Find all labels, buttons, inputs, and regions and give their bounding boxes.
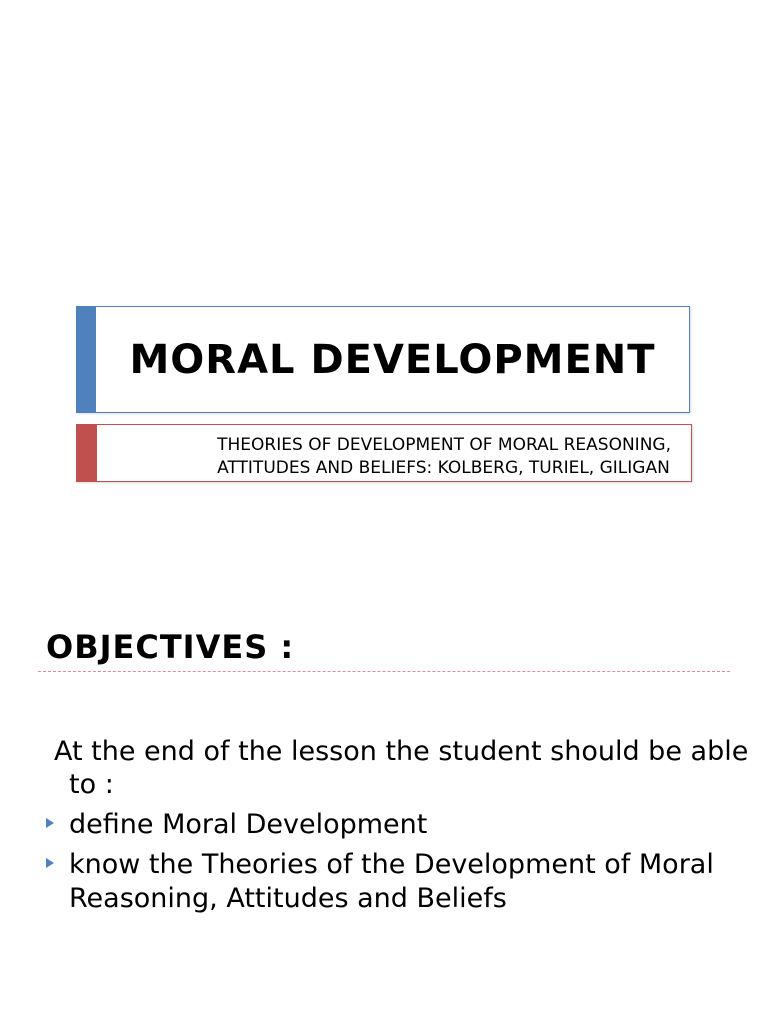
list-item-text: know the Theories of the Development of Moral Reasoning, Attitudes and Beliefs [69, 849, 714, 914]
objectives-list [46, 808, 736, 922]
subtitle-box [76, 424, 692, 482]
objectives-heading: OBJECTIVES : [46, 628, 295, 666]
page-title: MORAL DEVELOPMENT [129, 336, 656, 383]
triangle-bullet-icon [46, 818, 54, 828]
title-accent-bar [77, 307, 96, 412]
list-item-text: define Moral Development [69, 809, 428, 840]
subtitle-accent-bar [77, 425, 97, 481]
triangle-bullet-icon [46, 858, 54, 868]
list-item [46, 848, 736, 916]
section-divider [38, 671, 730, 672]
subtitle [217, 434, 671, 480]
subtitle-line-1: THEORIES OF DEVELOPMENT OF MORAL REASONING, [217, 435, 671, 455]
title-box [76, 306, 690, 413]
objectives-intro: At the end of the lesson the student should be able to : [54, 736, 749, 800]
subtitle-line-2: ATTITUDES AND BELIEFS: KOLBERG, TURIEL, GILIGAN [217, 458, 670, 478]
list-item [46, 808, 736, 842]
